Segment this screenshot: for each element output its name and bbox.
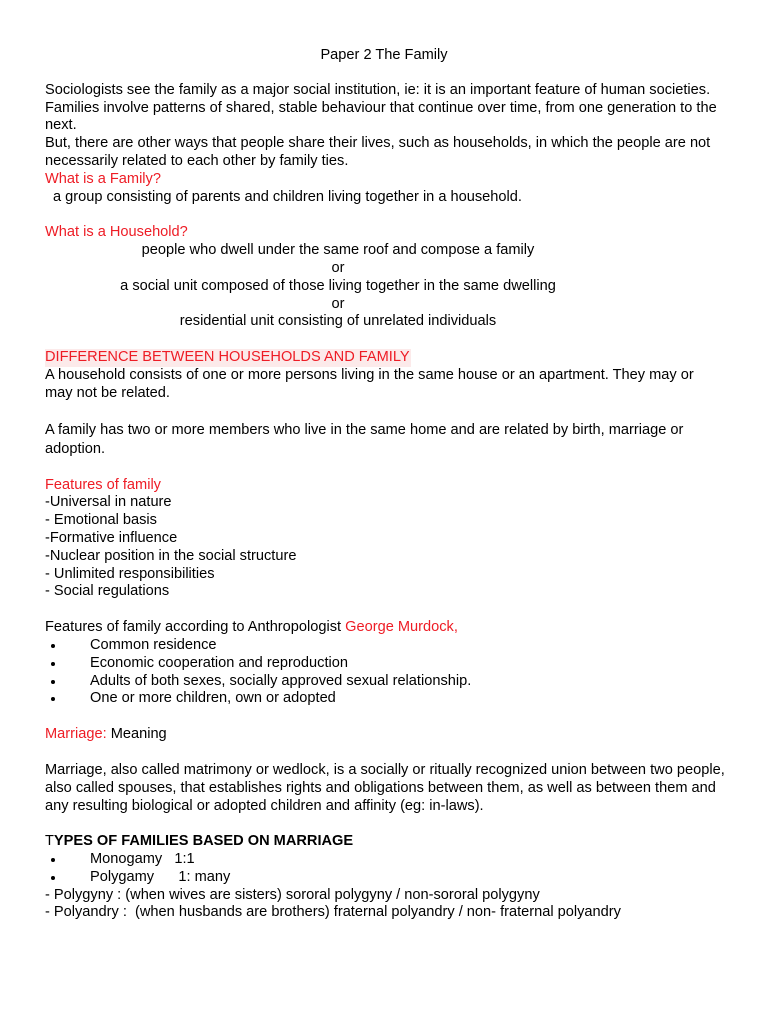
family-question-heading: What is a Family? — [45, 170, 161, 187]
household-definitions — [45, 242, 631, 331]
marriage-heading-rest: Meaning — [106, 726, 167, 743]
difference-household-text: A household consists of one or more persons living in the same house or an apartment. They may or may not be related. — [45, 366, 694, 401]
polyandry-line: - Polyandry : (when husbands are brothers) fraternal polyandry / non- fraternal polyandry — [45, 904, 621, 921]
types-heading — [45, 833, 725, 851]
intro-paragraph-2: Families involve patterns of shared, stable behaviour that continue over time, from one generation to the next. — [45, 99, 717, 134]
polygyny-line: - Polygyny : (when wives are sisters) sororal polygyny / non-sororal polygyny — [45, 886, 540, 903]
types-list — [45, 851, 725, 887]
document-page — [45, 47, 725, 922]
marriage-definition: Marriage, also called matrimony or wedlock, is a socially or ritually recognized union between two people, also called spouses, that establishes rights and obligations between them, as well as between them and any resulting biological or adopted children and affinity (eg: in-laws). — [45, 761, 725, 814]
murdock-list — [45, 637, 725, 708]
page-title: Paper 2 The Family — [320, 47, 448, 63]
list-item: Economic cooperation and reproduction — [45, 655, 725, 673]
marriage-label: Marriage: — [45, 726, 107, 743]
features-item: -Nuclear position in the social structure — [45, 547, 297, 564]
features-item: - Emotional basis — [45, 512, 157, 529]
list-item: Adults of both sexes, socially approved sexual relationship. — [45, 673, 725, 691]
difference-heading: DIFFERENCE BETWEEN HOUSEHOLDS AND FAMILY — [45, 349, 410, 366]
household-or-1: or — [331, 259, 345, 276]
household-definition-1: people who dwell under the same roof and compose a family — [141, 242, 535, 259]
marriage-heading — [45, 726, 725, 744]
murdock-name: George Murdock, — [345, 619, 458, 636]
family-definition: a group consisting of parents and children living together in a household. — [53, 188, 522, 205]
list-item: Polygamy 1: many — [45, 869, 725, 887]
difference-family-text: A family has two or more members who live in the same home and are related by birth, marriage or adoption. — [45, 421, 684, 457]
bullet-icon — [51, 858, 55, 862]
intro-paragraph-1: Sociologists see the family as a major social institution, ie: it is an important feature of human societies. — [45, 81, 711, 98]
household-definition-3: residential unit consisting of unrelated individuals — [179, 313, 497, 330]
household-question-heading: What is a Household? — [45, 224, 188, 241]
murdock-lead: Features of family according to Anthropologist — [45, 619, 346, 636]
bullet-icon — [51, 697, 55, 701]
types-heading-rest: YPES OF FAMILIES BASED ON MARRIAGE — [53, 833, 354, 850]
bullet-icon — [51, 644, 55, 648]
household-or-2: or — [331, 295, 345, 312]
features-item: - Unlimited responsibilities — [45, 565, 215, 582]
intro-paragraph-3: But, there are other ways that people share their lives, such as households, in which the people are not necessarily related to each other by family ties. — [45, 135, 711, 169]
list-item: Common residence — [45, 637, 725, 655]
murdock-heading — [45, 619, 725, 637]
types-heading-first-letter: T — [45, 833, 54, 850]
bullet-icon — [51, 662, 55, 666]
features-item: -Formative influence — [45, 529, 178, 546]
household-definition-2: a social unit composed of those living together in the same dwelling — [120, 277, 556, 294]
bullet-icon — [51, 680, 55, 684]
list-item: One or more children, own or adopted — [45, 690, 725, 708]
features-heading: Features of family — [45, 476, 161, 493]
list-item: Monogamy 1:1 — [45, 851, 725, 869]
features-item: - Social regulations — [45, 583, 170, 600]
bullet-icon — [51, 876, 55, 880]
features-item: -Universal in nature — [45, 494, 172, 511]
